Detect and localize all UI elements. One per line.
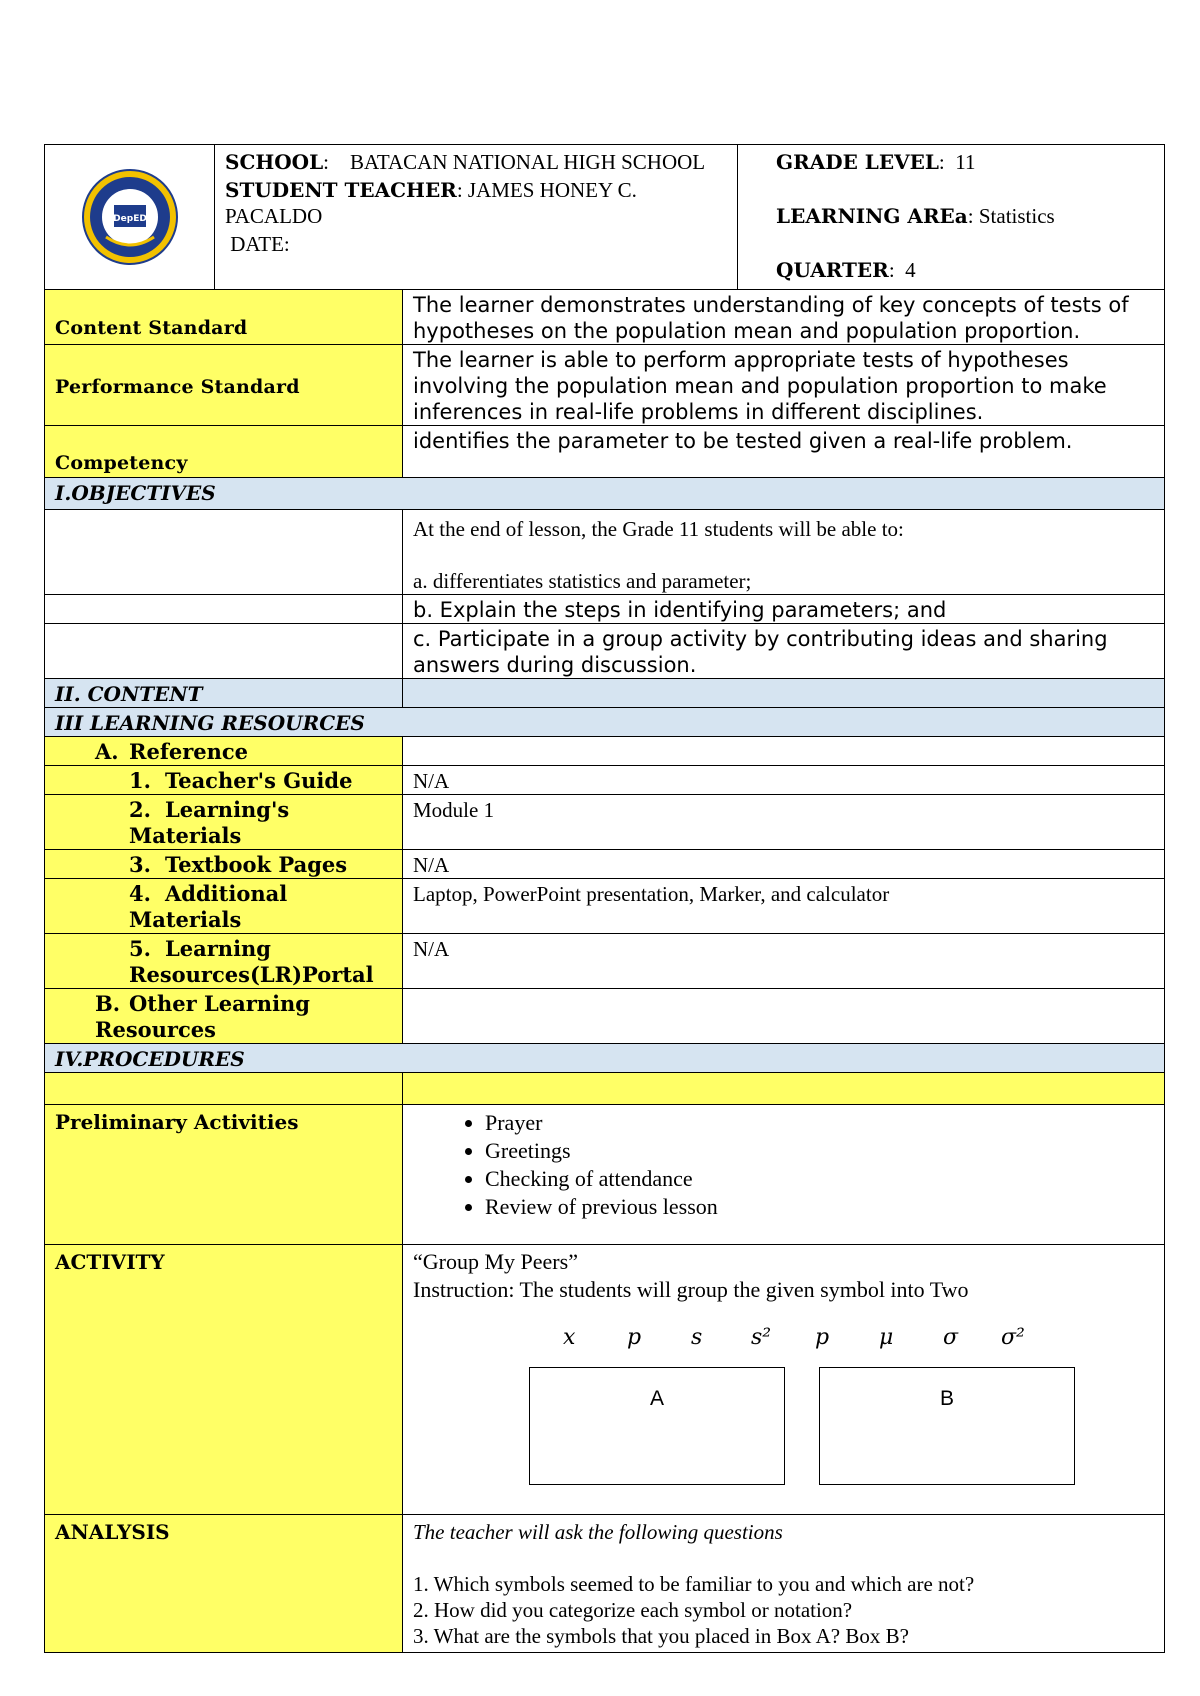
content-standard-label: Content Standard <box>55 317 248 339</box>
resource-item-row: 2. Learning's Materials Module 1 <box>45 795 1165 850</box>
analysis-intro: The teacher will ask the following questions <box>413 1520 783 1544</box>
symbol-sigma: σ <box>943 1325 959 1350</box>
procedures-heading-row <box>45 1044 1165 1073</box>
logo-cell <box>45 145 215 290</box>
list-item: • Checking of attendance <box>485 1165 1154 1193</box>
resource-item-value: Laptop, PowerPoint presentation, Marker, and calculator <box>403 879 1165 934</box>
objective-b-row <box>45 595 1165 624</box>
symbol-list <box>413 1325 1154 1351</box>
activity-row <box>45 1245 1165 1515</box>
resource-item-label: Learning's Materials <box>129 797 290 848</box>
preliminary-activities-label: Preliminary Activities <box>55 1110 299 1134</box>
objectives-intro: At the end of lesson, the Grade 11 students will be able to: <box>413 517 904 541</box>
school-info-cell: SCHOOL: BATACAN NATIONAL HIGH SCHOOL STUDENT TEACHER: JAMES HONEY C. PACALDO DATE: <box>215 145 738 290</box>
resources-heading-row <box>45 708 1165 737</box>
resource-item-value: N/A <box>403 766 1165 795</box>
symbol-sigma-squared: σ² <box>1001 1325 1025 1350</box>
box-a: A <box>529 1367 785 1485</box>
content-heading-row <box>45 679 1165 708</box>
resource-item-value: N/A <box>403 850 1165 879</box>
grade-info-cell: GRADE LEVEL: 11 LEARNING AREa: Statistics QUARTER: 4 <box>738 145 1165 290</box>
preliminary-activities-list <box>413 1109 1154 1221</box>
resource-item-value: Module 1 <box>403 795 1165 850</box>
other-resources-row: B. Other Learning Resources <box>45 989 1165 1044</box>
list-item: • Review of previous lesson <box>485 1193 1154 1221</box>
resource-item-label: Teacher's Guide <box>165 768 353 793</box>
resource-item-row: 4. Additional Materials Laptop, PowerPoint presentation, Marker, and calculator <box>45 879 1165 934</box>
analysis-row <box>45 1515 1165 1653</box>
resource-item-row: 1. Teacher's Guide N/A <box>45 766 1165 795</box>
content-standard-row <box>45 290 1165 345</box>
analysis-label: ANALYSIS <box>55 1520 170 1544</box>
activity-title: “Group My Peers” <box>413 1249 578 1274</box>
symbol-s-squared: s² <box>751 1325 772 1350</box>
performance-standard-label: Performance Standard <box>55 375 300 398</box>
performance-standard-row <box>45 345 1165 426</box>
symbol-mu: μ <box>879 1325 894 1350</box>
competency-row <box>45 426 1165 478</box>
list-item: • Prayer <box>485 1109 1154 1137</box>
performance-standard-text: The learner is able to perform appropriate tests of hypotheses involving the population mean and population proportion to make inferences in real-life problems in different disciplines. <box>403 345 1165 426</box>
symbol-p-hat: p <box>627 1325 642 1350</box>
box-b: B <box>819 1367 1075 1485</box>
resource-item-label: Learning Resources(LR)Portal <box>129 936 374 987</box>
analysis-question: 3. What are the symbols that you placed in Box A? Box B? <box>413 1624 909 1648</box>
analysis-question: 1. Which symbols seemed to be familiar to you and which are not? <box>413 1572 975 1596</box>
reference-row: A. Reference <box>45 737 1165 766</box>
resource-item-value: N/A <box>403 934 1165 989</box>
objective-a-row <box>45 510 1165 595</box>
lesson-plan-page <box>44 144 1164 1653</box>
content-standard-text: The learner demonstrates understanding of key concepts of tests of hypotheses on the population mean and population proportion. <box>403 290 1165 345</box>
objectives-heading: I.OBJECTIVES <box>55 481 216 505</box>
symbol-p: p <box>815 1325 830 1350</box>
grouping-boxes <box>529 1367 1154 1485</box>
objectives-heading-row <box>45 478 1165 510</box>
header-row <box>45 145 1165 290</box>
content-heading: II. CONTENT <box>55 682 203 706</box>
preliminary-activities-row <box>45 1105 1165 1245</box>
school-logo <box>66 167 194 267</box>
analysis-question: 2. How did you categorize each symbol or notation? <box>413 1598 853 1622</box>
activity-instruction: Instruction: The students will group the given symbol into Two <box>413 1277 969 1302</box>
objective-a: a. differentiates statistics and parameter; <box>413 569 752 593</box>
competency-label: Competency <box>55 452 188 474</box>
objective-b: b. Explain the steps in identifying parameters; and <box>403 595 1165 624</box>
spacer-row <box>45 1073 1165 1105</box>
resource-item-row: 5. Learning Resources(LR)Portal N/A <box>45 934 1165 989</box>
resource-item-label: Additional Materials <box>129 881 288 932</box>
activity-label: ACTIVITY <box>55 1250 165 1274</box>
svg-text:DepED: DepED <box>112 214 147 224</box>
resource-item-label: Textbook Pages <box>165 852 348 877</box>
other-resources-label: Other Learning Resources <box>95 991 310 1042</box>
list-item: • Greetings <box>485 1137 1154 1165</box>
resources-heading: III LEARNING RESOURCES <box>55 711 365 735</box>
objective-c-row <box>45 624 1165 679</box>
procedures-heading: IV.PROCEDURES <box>55 1047 245 1071</box>
competency-text: identifies the parameter to be tested given a real-life problem. <box>403 426 1165 478</box>
objective-c: c. Participate in a group activity by contributing ideas and sharing answers during discussion. <box>403 624 1165 679</box>
symbol-s: s <box>691 1325 703 1350</box>
reference-label: Reference <box>129 739 249 764</box>
symbol-x: x <box>563 1325 576 1350</box>
lesson-plan-table <box>44 144 1165 1653</box>
resource-item-row: 3. Textbook Pages N/A <box>45 850 1165 879</box>
